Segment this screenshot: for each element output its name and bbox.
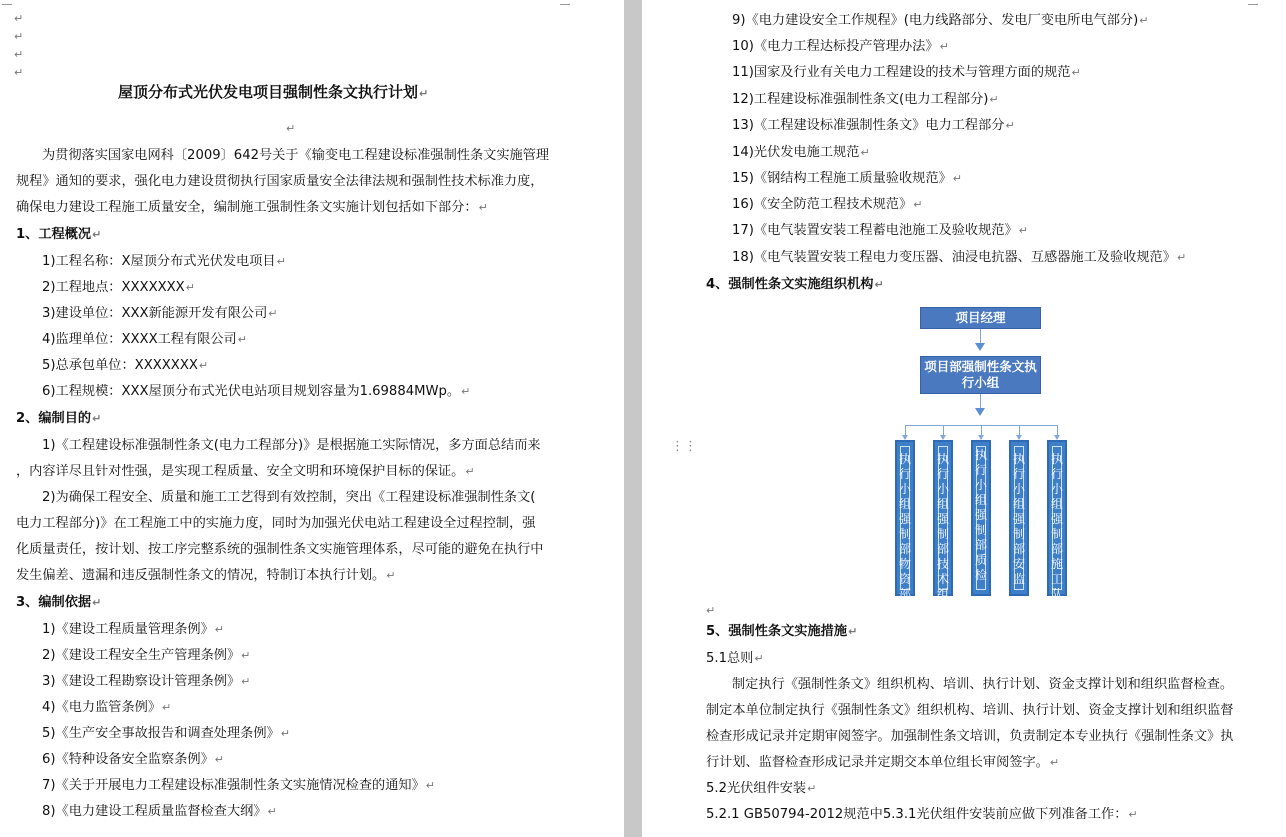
section-5-1-heading[interactable]: 5.1总则↵ [706, 651, 764, 666]
project-info-item[interactable]: 1)工程名称：X屋顶分布式光伏发电项目↵ [42, 254, 286, 269]
org-connector [980, 394, 981, 408]
org-leaf-safety: 执行小组强制部安监 [1009, 440, 1029, 596]
org-box-project-manager: 项目经理 [920, 307, 1041, 329]
org-leaf-technical: 执行小组强制部技术组 [933, 440, 953, 596]
document-page-right [642, 0, 1286, 837]
purpose-line[interactable]: 化质量责任，按计划、按工序完整系统的强制性条文实施管理体系，尽可能的避免在执行中 [16, 542, 544, 557]
paragraph-mark: ↵ [706, 604, 716, 617]
org-leaf-materials: 执行小组强制部物资部 [895, 440, 915, 596]
measures-line[interactable]: 制定本单位制定执行《强制性条文》组织机构、培训、执行计划、资金支撑计划和组织监督 [706, 703, 1234, 718]
org-connector [905, 425, 906, 435]
project-info-item[interactable]: 6)工程规模：XXX屋顶分布式光伏电站项目规划容量为1.69884MWp。↵ [42, 384, 471, 399]
section-1-heading[interactable]: 1、工程概况↵ [16, 227, 102, 242]
basis-item[interactable]: 1)《建设工程质量管理条例》↵ [42, 622, 225, 637]
measures-line[interactable]: 行计划、监督检查形成记录并定期交本单位组长审阅签字。↵ [706, 755, 1060, 770]
org-arrow [975, 343, 985, 351]
measures-line[interactable]: 检查形成记录并定期审阅签字。加强制性条文培训，负责制定本专业执行《强制性条文》执 [706, 729, 1234, 744]
org-leaf-construction: 执行小组强制部施工队 [1047, 440, 1067, 596]
project-info-item[interactable]: 2)工程地点：XXXXXXX↵ [42, 280, 195, 295]
basis-item[interactable]: 2)《建设工程安全生产管理条例》↵ [42, 648, 251, 663]
document-page-left [0, 0, 624, 837]
purpose-line[interactable]: 2)为确保工程安全、质量和施工工艺得到有效控制，突出《工程建设标准强制性条文( [42, 490, 536, 505]
page-corner-mark [1248, 4, 1258, 15]
basis-item[interactable]: 11)国家及行业有关电力工程建设的技术与管理方面的规范↵ [732, 65, 1081, 80]
page-corner-mark [2, 4, 12, 15]
intro-line[interactable]: 确保电力建设工程施工质量安全，编制施工强制性条文实施计划包括如下部分：↵ [16, 200, 488, 215]
section-5-2-1-line[interactable]: 5.2.1 GB50794-2012规范中5.3.1光伏组件安装前应做下列准备工作：↵ [706, 807, 1138, 822]
basis-item[interactable]: 13)《工程建设标准强制性条文》电力工程部分↵ [732, 118, 1015, 133]
org-connector [1057, 425, 1058, 435]
measures-line[interactable]: 制定执行《强制性条文》组织机构、培训、执行计划、资金支撑计划和组织监督检查。 [732, 677, 1234, 692]
project-info-item[interactable]: 4)监理单位：XXXX工程有限公司↵ [42, 332, 247, 347]
section-2-heading[interactable]: 2、编制目的↵ [16, 411, 102, 426]
purpose-line[interactable]: ，内容详尽且针对性强，是实现工程质量、安全文明和环境保护目标的保证。↵ [16, 464, 475, 479]
basis-item[interactable]: 16)《安全防范工程技术规范》↵ [732, 197, 923, 212]
intro-line[interactable]: 规程》通知的要求，强化电力建设贯彻执行国家质量安全法律法规和强制性技术标准力度， [16, 174, 544, 189]
org-connector [1019, 425, 1020, 435]
basis-item[interactable]: 8)《电力建设工程质量监督检查大纲》↵ [42, 804, 277, 819]
intro-line[interactable]: 为贯彻落实国家电网科〔2009〕642号关于《输变电工程建设标准强制性条文实施管理 [42, 148, 550, 163]
section-3-heading[interactable]: 3、编制依据↵ [16, 595, 102, 610]
basis-item[interactable]: 3)《建设工程勘察设计管理条例》↵ [42, 674, 251, 689]
purpose-line[interactable]: 1)《工程建设标准强制性条文(电力工程部分)》是根据施工实际情况，多方面总结而来 [42, 438, 541, 453]
project-info-item[interactable]: 3)建设单位：XXX新能源开发有限公司↵ [42, 306, 278, 321]
org-connector [943, 425, 944, 435]
basis-item[interactable]: 14)光伏发电施工规范↵ [732, 145, 870, 160]
org-connector [981, 425, 982, 435]
basis-item[interactable]: 10)《电力工程达标投产管理办法》↵ [732, 39, 949, 54]
drag-handle-icon[interactable]: ⋮⋮ [671, 439, 697, 454]
basis-item[interactable]: 15)《钢结构工程施工质量验收规范》↵ [732, 171, 962, 186]
purpose-line[interactable]: 电力工程部分)》在工程施工中的实施力度，同时为加强光伏电站工程建设全过程控制，强 [16, 516, 536, 531]
page-corner-mark [560, 4, 570, 15]
paragraph-mark: ↵ [14, 48, 24, 61]
basis-item[interactable]: 4)《电力监管条例》↵ [42, 700, 172, 715]
section-5-2-heading[interactable]: 5.2光伏组件安装↵ [706, 781, 817, 796]
basis-item[interactable]: 6)《特种设备安全监察条例》↵ [42, 752, 225, 767]
paragraph-mark: ↵ [14, 66, 24, 79]
org-connector [980, 329, 981, 343]
paragraph-mark: ↵ [286, 122, 296, 135]
section-4-heading[interactable]: 4、强制性条文实施组织机构↵ [706, 277, 884, 292]
purpose-line[interactable]: 发生偏差、遗漏和违反强制性条文的情况，特制订本执行计划。↵ [16, 568, 396, 583]
basis-item[interactable]: 18)《电气装置安装工程电力变压器、油浸电抗器、互感器施工及验收规范》↵ [732, 250, 1187, 265]
basis-item[interactable]: 12)工程建设标准强制性条文(电力工程部分)↵ [732, 92, 999, 107]
basis-item[interactable]: 9)《电力建设安全工作规程》(电力线路部分、发电厂变电所电气部分)↵ [732, 13, 1149, 28]
org-arrow [975, 408, 985, 416]
project-info-item[interactable]: 5)总承包单位：XXXXXXX↵ [42, 358, 209, 373]
org-leaf-quality: 执行小组强制部质检 [971, 440, 991, 596]
basis-item[interactable]: 7)《关于开展电力工程建设标准强制性条文实施情况检查的通知》↵ [42, 778, 436, 793]
basis-item[interactable]: 17)《电气装置安装工程蓄电池施工及验收规范》↵ [732, 223, 1028, 238]
paragraph-mark: ↵ [14, 12, 24, 25]
basis-item[interactable]: 5)《生产安全事故报告和调查处理条例》↵ [42, 726, 290, 741]
section-5-heading[interactable]: 5、强制性条文实施措施↵ [706, 624, 858, 639]
paragraph-mark: ↵ [14, 30, 24, 43]
org-box-execution-group: 项目部强制性条文执行小组 [920, 356, 1041, 394]
document-title[interactable]: 屋顶分布式光伏发电项目强制性条文执行计划↵ [118, 83, 429, 101]
